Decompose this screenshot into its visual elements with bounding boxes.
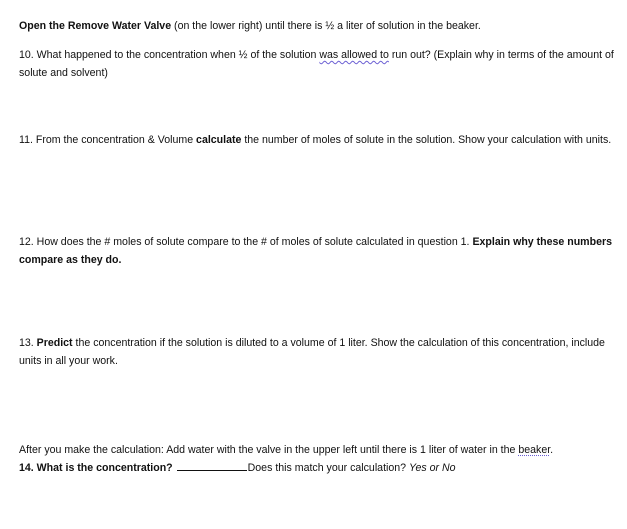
final-marked-text: beaker: [518, 444, 551, 456]
q12-text-start: 12. How does the # moles of solute compare to the # of moles of solute calculated in question 1.: [19, 236, 473, 248]
q12-bold-text: Explain why these numbers compare as they do.: [19, 236, 612, 266]
q14-answer-blank[interactable]: [177, 459, 247, 471]
q10-text-start: 10. What happened to the concentration when ½ of the solution: [19, 49, 320, 61]
intro-bold-text: Open the Remove Water Valve: [19, 20, 172, 32]
q14-choices: Yes or No: [408, 462, 456, 474]
q14-question-text: Does this match your calculation?: [247, 462, 409, 474]
question-13: [19, 334, 615, 370]
question-10: [19, 46, 615, 82]
q13-text-end: the concentration if the solution is diluted to a volume of 1 liter. Show the calculation of this concentration, include units in all your work.: [19, 337, 605, 367]
q11-bold-text: calculate: [196, 134, 242, 146]
final-text-period: .: [550, 444, 554, 456]
q11-text-start: 11. From the concentration & Volume: [19, 134, 197, 146]
q10-grammar-marked-text: was allowed to: [319, 49, 389, 61]
final-instruction: [19, 441, 615, 459]
q13-bold-text: Predict: [36, 337, 73, 349]
question-14: [19, 459, 615, 477]
q14-label: 14. What is the concentration?: [19, 462, 173, 474]
q11-text-end: the number of moles of solute in the solution. Show your calculation with units.: [241, 134, 612, 146]
intro-text: (on the lower right) until there is ½ a liter of solution in the beaker.: [171, 20, 481, 32]
question-12: [19, 233, 615, 269]
q13-number: 13.: [19, 337, 37, 349]
question-11: [19, 131, 615, 149]
final-text-start: After you make the calculation: Add water with the valve in the upper left until there is 1 liter of water in the: [19, 444, 519, 456]
q10-text-end: run out? (Explain why in terms of the amount of solute and solvent): [19, 49, 614, 79]
intro-instruction: [19, 17, 615, 35]
